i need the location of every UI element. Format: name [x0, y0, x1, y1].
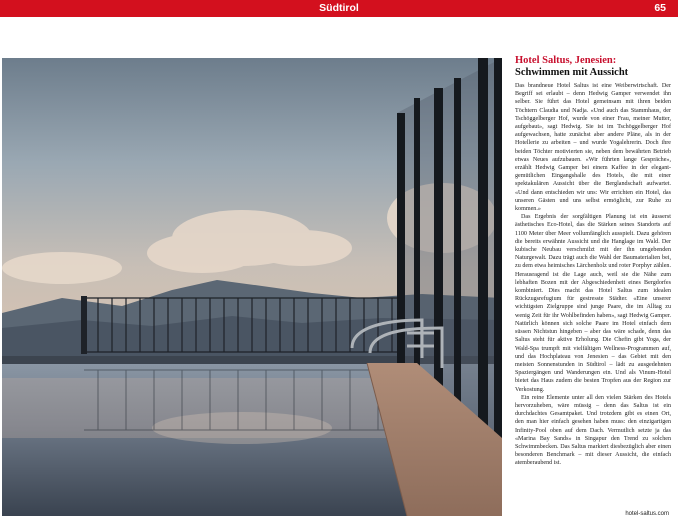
page-number: 65 — [654, 2, 666, 14]
source-link[interactable]: hotel-saltus.com — [625, 511, 669, 517]
section-title: Südtirol — [319, 2, 359, 14]
article-headline: Hotel Saltus, Jenesien: — [515, 55, 617, 66]
article-column — [515, 55, 671, 525]
hotel-pool-photo — [2, 58, 502, 516]
article-paragraph: Das Ergebnis der sorgfältigen Planung ist ein äusserst ästhetisches Eco-Hotel, das die Stärken seines Standorts auf 1100 Meter über Meer vollumfänglich ausspielt. Dazu gehören die bereits erwähnte Aussicht und die Hanglage im Wald. Der kubische Neubau verschmilzt mit der ihn umgebenden Naturgewalt. Dazu trägt auch die Wahl der Baumaterialien bei, zu dem etwa heimisches Lärchenholz und roter Porphyr zählen. Herausragend ist die Lage auch, weil sie die Nähe zum lebhaften Bozen mit der Abgeschiedenheit eines Bergdorfes kombiniert. Dies macht das Hotel Saltus zum idealen Rückzugsrefugium für gestresste Städter. «Eine unserer wichtigsten Zielgruppe sind junge Paare, die im Alltag zu wenig Zeit für ihr Wohlbefinden haben», sagt Hedwig Gamper. Natürlich können sich solche Paare im Hotel einfach dem süssen Nichtstun hingeben – aber das wäre schade, denn das Saltus steht für aktive Erholung. Die Chefin gibt Yoga, der Wald-Spa trumpft mit vielfältigen Wellness-Programmen auf, und das Hochplateau von Jenesien – das Gebiet mit den meisten Sonnenstunden in Südtirol – lädt zu ausgedehnten Spaziergängen und Wanderungen ein. Und als Vinum-Hotel bietet das Haus zudem die besten Tropfen aus der Region zur Verkostung. — [515, 214, 671, 393]
article-subheadline: Schwimmen mit Aussicht — [515, 67, 629, 78]
article-paragraph: Ein reine Elemente unter all den vielen Stärken des Hotels hervorzuheben, wäre müssig – denn das Saltus ist ein durchdachtes Gesamtpaket. Und trotzdem gibt es einen Ort, den man hier einfach gesehen haben muss: den einzigartigen Infinity-Pool oben auf dem Dach. Vermutlich setzte ja das «Marina Bay Sands» in Singapur den Trend zu solchen Schwimmbecken. Das Saltus markiert diesbezüglich aber einen besonderen Benchmark – mit dieser Aussicht, die einfach atemberaubend ist. — [515, 394, 671, 467]
article-body — [515, 82, 671, 468]
section-header-bar — [0, 0, 678, 18]
article-paragraph: Das brandneue Hotel Saltus ist eine Weiberwirtschaft. Der Begriff sei erlaubt – denn Hedwig Gamper verwendet ihn selber. Sie führt das Hotel gemeinsam mit ihren beiden Töchtern Claudia und Nadja. «Und auch das Stammhaus, der Tschöggelberger Hof, wurde von einer Frau, meiner Mutter, aufgebaut», sagt Hedwig. Sie ist im Tschöggelberger Hof aufgewachsen, hatte zunächst aber andere Pläne, als in der Hotellerie zu arbeiten – und wurde Yogalehrerin. Doch ihre beiden Töchter motivierten sie, neben dem bewährten Betrieb etwas Neues aufzubauen. «Wir führten lange Gespräche», erzählt Hedwig Gamper bei einem Kaffee in der elegant-gemütlichen Eingangshalle des Hotels, die mit einer spektakulären Aussicht über die Berglandschaft aufwartet. «Und dann entschieden wir uns: Wir errichten ein Hotel, das unseren Gästen und uns selbst ermöglicht, zur Ruhe zu kommen.» — [515, 83, 671, 213]
